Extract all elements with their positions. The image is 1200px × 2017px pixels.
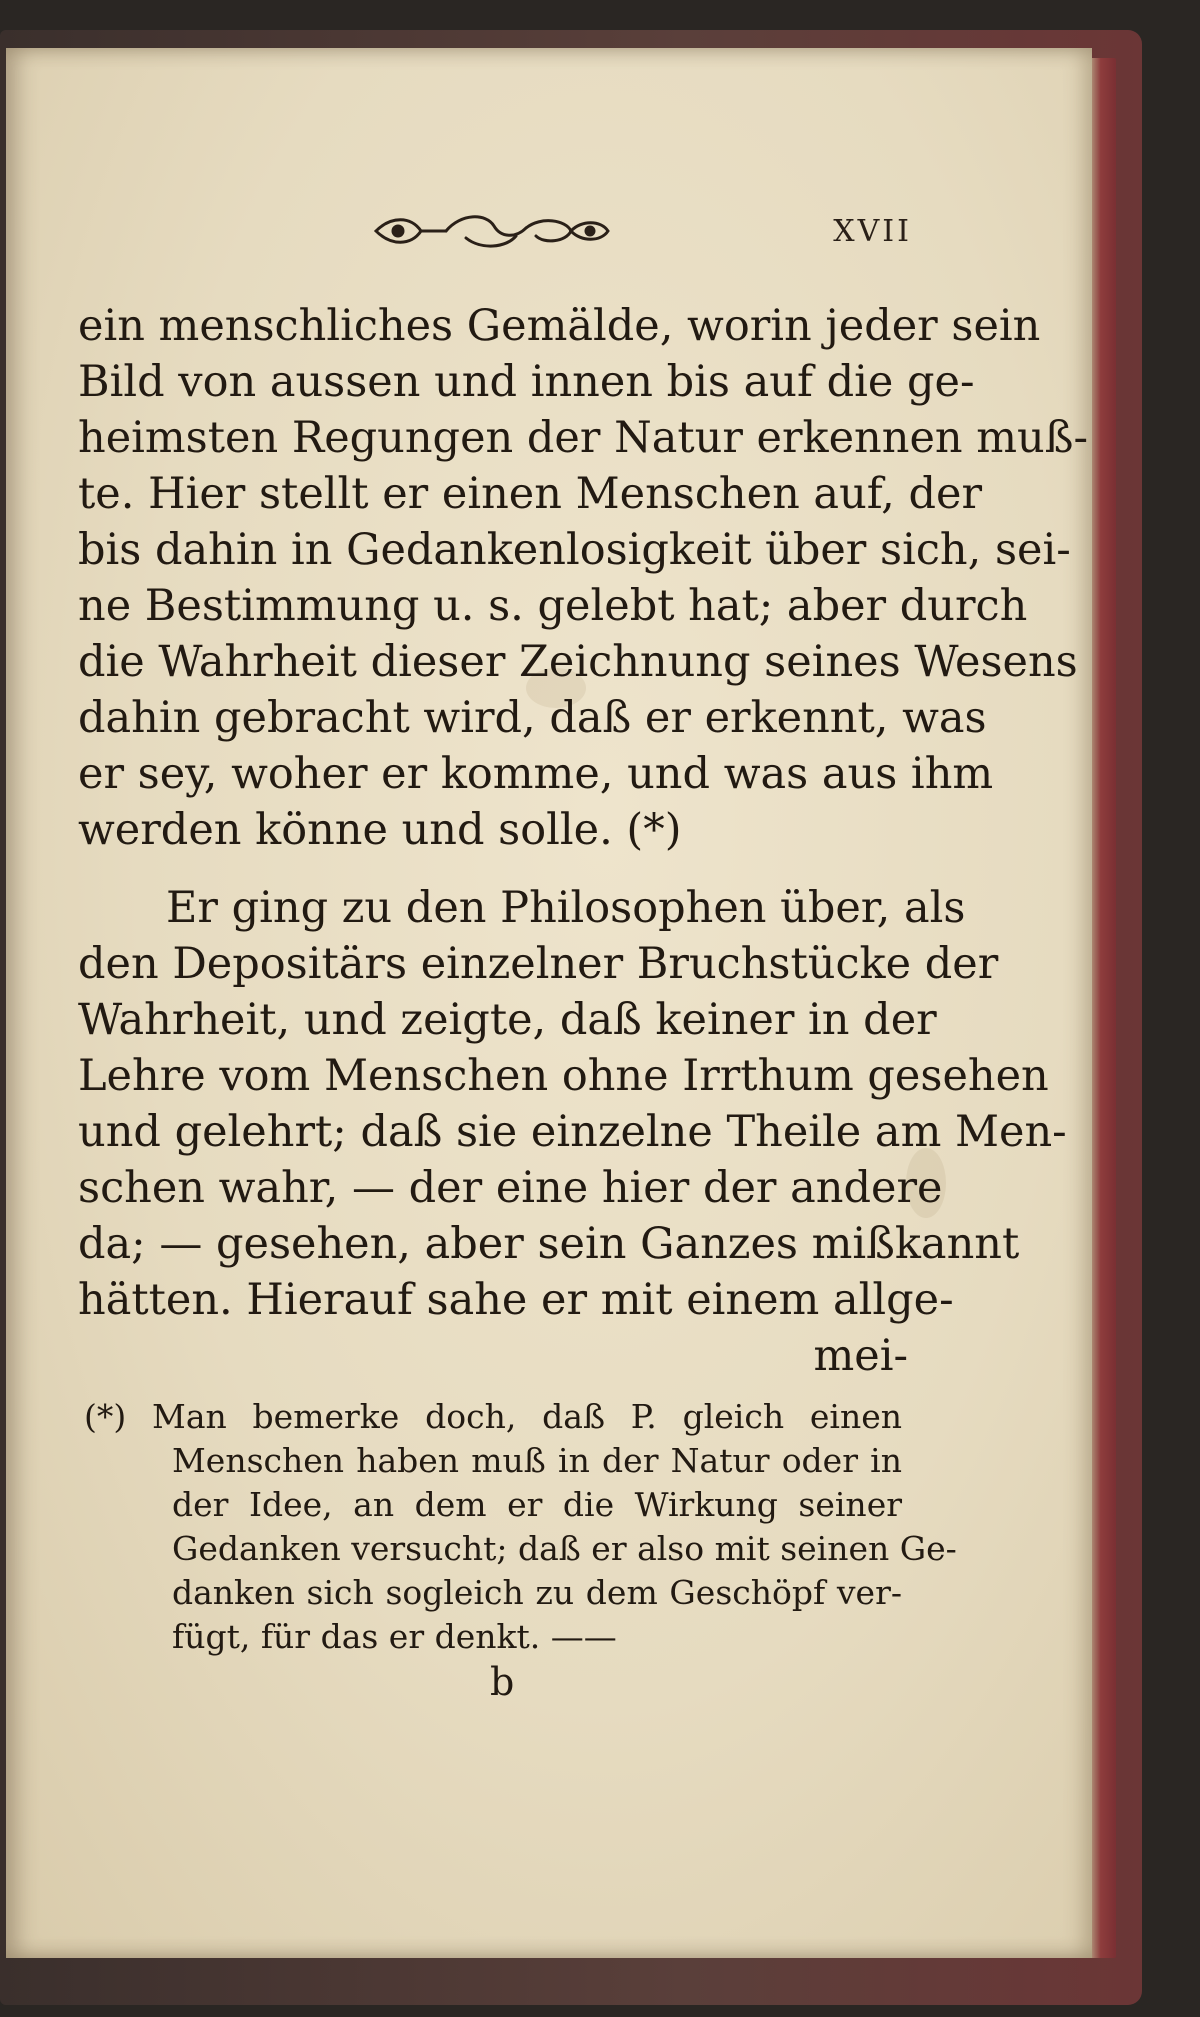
text-line: schen wahr, — der eine hier der andere [78, 1163, 943, 1213]
text-line: er sey, woher er komme, und was aus ihm [78, 749, 994, 799]
text-line: und gelehrt; daß sie einzelne Theile am Men- [78, 1107, 1067, 1157]
paragraph-1 [78, 298, 1088, 858]
paragraph-2 [78, 880, 1067, 1384]
text-line: die Wahrheit dieser Zeichnung seines Wesens [78, 637, 1078, 687]
text-line: da; — gesehen, aber sein Ganzes mißkannt [78, 1219, 1020, 1269]
text-line: Er ging zu den Philosophen über, als [166, 883, 966, 933]
text-line: Lehre vom Menschen ohne Irrthum gesehen [78, 1051, 1049, 1101]
footnote-line: Gedanken versucht; daß er also mit seinen Ge- [172, 1529, 957, 1568]
footnote-line: der Idee, an dem er die Wirkung seiner [172, 1485, 902, 1524]
page-number: XVII [833, 214, 912, 249]
signature-mark: b [490, 1660, 515, 1704]
text-line: Wahrheit, und zeigte, daß keiner in der [78, 995, 937, 1045]
text-line: ein menschliches Gemälde, worin jeder sein [78, 301, 1041, 351]
page-edge [1088, 58, 1116, 1958]
text-line: bis dahin in Gedankenlosigkeit über sich, sei- [78, 525, 1071, 575]
text-line: den Depositärs einzelner Bruchstücke der [78, 939, 999, 989]
footnote-line: danken sich sogleich zu dem Geschöpf ver- [172, 1573, 902, 1612]
text-line: heimsten Regungen der Natur erkennen muß- [78, 413, 1088, 463]
footnote-line: (*) Man bemerke doch, daß P. gleich einen [84, 1397, 902, 1436]
ornament-icon [366, 208, 616, 254]
text-line: werden könne und solle. (*) [78, 805, 682, 855]
footnote-line: Menschen haben muß in der Natur oder in [172, 1441, 902, 1480]
catchword: mei- [813, 1331, 908, 1381]
footnote [84, 1395, 957, 1659]
footnote-line: fügt, für das er denkt. —— [172, 1617, 617, 1656]
text-line: ne Bestimmung u. s. gelebt hat; aber durch [78, 581, 1028, 631]
text-line: te. Hier stellt er einen Menschen auf, der [78, 469, 983, 519]
text-line: hätten. Hierauf sahe er mit einem allge- [78, 1275, 954, 1325]
text-line: Bild von aussen und innen bis auf die ge- [78, 357, 975, 407]
text-line: dahin gebracht wird, daß er erkennt, was [78, 693, 987, 743]
